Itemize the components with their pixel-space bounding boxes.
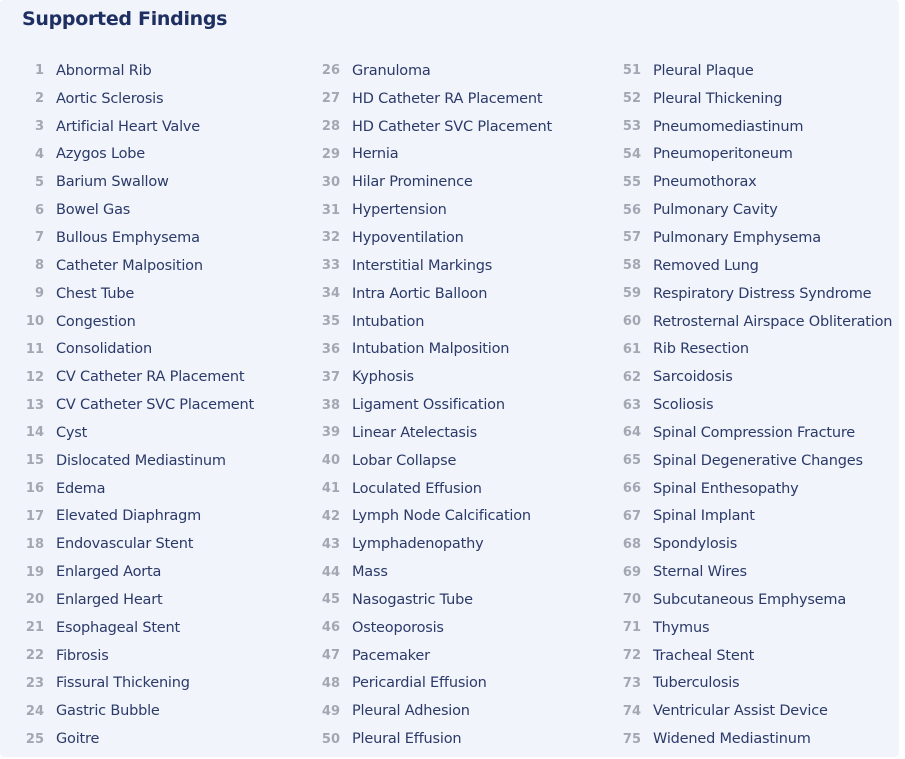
- finding-number: 22: [25, 648, 44, 664]
- finding-label: Subcutaneous Emphysema: [653, 591, 847, 608]
- finding-number: 34: [321, 286, 340, 302]
- finding-item: [318, 697, 552, 725]
- finding-number: 36: [321, 341, 340, 357]
- finding-item: [22, 586, 254, 614]
- finding-label: Azygos Lobe: [56, 146, 145, 163]
- finding-number: 21: [25, 620, 44, 636]
- finding-number: 70: [622, 592, 641, 608]
- finding-number: 19: [25, 564, 44, 580]
- finding-number: 12: [25, 369, 44, 385]
- finding-number: 75: [622, 731, 641, 747]
- finding-label: Bullous Emphysema: [56, 229, 200, 246]
- finding-label: Gastric Bubble: [56, 703, 160, 720]
- finding-number: 2: [34, 91, 44, 107]
- finding-label: Osteoporosis: [352, 619, 444, 636]
- finding-item: [619, 308, 892, 336]
- finding-number: 10: [25, 314, 44, 330]
- finding-number: 46: [321, 620, 340, 636]
- finding-label: Loculated Effusion: [352, 480, 482, 497]
- finding-number: 52: [622, 91, 641, 107]
- finding-item: [619, 57, 892, 85]
- finding-label: Aortic Sclerosis: [56, 90, 164, 107]
- finding-number: 44: [321, 564, 340, 580]
- finding-item: [619, 363, 892, 391]
- finding-item: [318, 670, 552, 698]
- finding-item: [22, 224, 254, 252]
- finding-label: Consolidation: [56, 341, 152, 358]
- finding-label: Hypoventilation: [352, 229, 464, 246]
- finding-item: [619, 419, 892, 447]
- finding-number: 32: [321, 230, 340, 246]
- finding-label: Pulmonary Emphysema: [653, 229, 821, 246]
- finding-label: Scoliosis: [653, 397, 714, 414]
- finding-number: 14: [25, 425, 44, 441]
- finding-item: [318, 252, 552, 280]
- finding-number: 37: [321, 369, 340, 385]
- finding-label: Retrosternal Airspace Obliteration: [653, 313, 893, 330]
- finding-number: 48: [321, 675, 340, 691]
- finding-number: 11: [25, 341, 44, 357]
- finding-item: [22, 614, 254, 642]
- finding-label: Enlarged Heart: [56, 591, 163, 608]
- finding-number: 69: [622, 564, 641, 580]
- finding-number: 4: [34, 146, 44, 162]
- finding-label: Abnormal Rib: [56, 62, 152, 79]
- finding-label: Fibrosis: [56, 647, 109, 664]
- finding-label: Lymphadenopathy: [352, 536, 484, 553]
- finding-number: 73: [622, 675, 641, 691]
- finding-number: 30: [321, 174, 340, 190]
- finding-item: [619, 196, 892, 224]
- finding-item: [318, 419, 552, 447]
- finding-item: [619, 335, 892, 363]
- finding-item: [619, 224, 892, 252]
- finding-item: [619, 614, 892, 642]
- finding-number: 51: [622, 63, 641, 79]
- finding-number: 35: [321, 314, 340, 330]
- finding-item: [22, 503, 254, 531]
- finding-item: [619, 475, 892, 503]
- findings-column-1: [22, 57, 254, 753]
- finding-label: Pneumothorax: [653, 174, 757, 191]
- finding-number: 41: [321, 481, 340, 497]
- finding-item: [22, 391, 254, 419]
- finding-label: Dislocated Mediastinum: [56, 452, 226, 469]
- finding-label: Fissural Thickening: [56, 675, 190, 692]
- finding-label: Rib Resection: [653, 341, 749, 358]
- finding-label: Spondylosis: [653, 536, 738, 553]
- finding-item: [619, 280, 892, 308]
- finding-item: [619, 85, 892, 113]
- finding-number: 31: [321, 202, 340, 218]
- finding-item: [318, 530, 552, 558]
- finding-item: [318, 196, 552, 224]
- finding-item: [22, 725, 254, 753]
- finding-item: [22, 113, 254, 141]
- finding-item: [619, 503, 892, 531]
- finding-label: Pneumoperitoneum: [653, 146, 793, 163]
- finding-number: 18: [25, 536, 44, 552]
- finding-label: Tuberculosis: [653, 675, 740, 692]
- finding-item: [318, 85, 552, 113]
- findings-column-3: [619, 57, 892, 753]
- finding-label: Lymph Node Calcification: [352, 508, 531, 525]
- finding-label: Elevated Diaphragm: [56, 508, 202, 525]
- finding-label: Artificial Heart Valve: [56, 118, 201, 135]
- finding-item: [22, 308, 254, 336]
- finding-label: Endovascular Stent: [56, 536, 194, 553]
- finding-item: [619, 586, 892, 614]
- finding-number: 15: [25, 453, 44, 469]
- finding-number: 66: [622, 481, 641, 497]
- finding-number: 53: [622, 119, 641, 135]
- finding-item: [318, 280, 552, 308]
- finding-item: [22, 280, 254, 308]
- finding-item: [619, 113, 892, 141]
- finding-number: 17: [25, 508, 44, 524]
- finding-item: [22, 670, 254, 698]
- finding-item: [22, 57, 254, 85]
- finding-label: Respiratory Distress Syndrome: [653, 285, 872, 302]
- finding-label: Pleural Thickening: [653, 90, 783, 107]
- finding-number: 74: [622, 703, 641, 719]
- finding-item: [318, 308, 552, 336]
- finding-label: Intra Aortic Balloon: [352, 285, 488, 302]
- finding-number: 49: [321, 703, 340, 719]
- finding-item: [619, 141, 892, 169]
- finding-item: [318, 335, 552, 363]
- finding-item: [619, 670, 892, 698]
- finding-number: 68: [622, 536, 641, 552]
- finding-label: Pleural Plaque: [653, 62, 754, 79]
- finding-label: Congestion: [56, 313, 136, 330]
- finding-label: Pneumomediastinum: [653, 118, 804, 135]
- finding-number: 9: [34, 286, 44, 302]
- finding-number: 50: [321, 731, 340, 747]
- finding-number: 55: [622, 174, 641, 190]
- finding-item: [22, 558, 254, 586]
- finding-label: Cyst: [56, 424, 88, 441]
- finding-item: [619, 697, 892, 725]
- finding-item: [619, 558, 892, 586]
- finding-number: 56: [622, 202, 641, 218]
- finding-label: Spinal Compression Fracture: [653, 424, 855, 441]
- finding-number: 39: [321, 425, 340, 441]
- finding-label: Edema: [56, 480, 106, 497]
- finding-number: 38: [321, 397, 340, 413]
- finding-number: 64: [622, 425, 641, 441]
- finding-number: 57: [622, 230, 641, 246]
- finding-item: [22, 475, 254, 503]
- finding-number: 58: [622, 258, 641, 274]
- finding-item: [318, 224, 552, 252]
- finding-number: 63: [622, 397, 641, 413]
- finding-number: 47: [321, 648, 340, 664]
- finding-label: Spinal Degenerative Changes: [653, 452, 863, 469]
- finding-number: 16: [25, 481, 44, 497]
- finding-label: Widened Mediastinum: [653, 731, 811, 748]
- finding-number: 45: [321, 592, 340, 608]
- finding-item: [22, 141, 254, 169]
- finding-number: 62: [622, 369, 641, 385]
- finding-label: CV Catheter SVC Placement: [56, 397, 254, 414]
- finding-item: [318, 642, 552, 670]
- finding-label: Sarcoidosis: [653, 369, 733, 386]
- finding-item: [318, 363, 552, 391]
- finding-number: 7: [34, 230, 44, 246]
- finding-number: 42: [321, 508, 340, 524]
- finding-number: 13: [25, 397, 44, 413]
- finding-number: 20: [25, 592, 44, 608]
- finding-label: Pleural Adhesion: [352, 703, 470, 720]
- finding-number: 26: [321, 63, 340, 79]
- finding-label: Intubation: [352, 313, 425, 330]
- finding-item: [619, 252, 892, 280]
- finding-number: 28: [321, 119, 340, 135]
- finding-item: [22, 697, 254, 725]
- finding-number: 72: [622, 648, 641, 664]
- finding-number: 59: [622, 286, 641, 302]
- finding-item: [22, 168, 254, 196]
- findings-column-2: [318, 57, 552, 753]
- finding-number: 67: [622, 508, 641, 524]
- finding-label: Hypertension: [352, 202, 447, 219]
- finding-label: Spinal Implant: [653, 508, 755, 525]
- section-title: Supported Findings: [22, 8, 228, 30]
- finding-item: [318, 57, 552, 85]
- finding-item: [22, 363, 254, 391]
- finding-label: HD Catheter RA Placement: [352, 90, 543, 107]
- finding-label: Mass: [352, 564, 388, 581]
- finding-item: [22, 335, 254, 363]
- finding-item: [22, 196, 254, 224]
- finding-label: Pericardial Effusion: [352, 675, 487, 692]
- finding-number: 33: [321, 258, 340, 274]
- finding-label: Intubation Malposition: [352, 341, 510, 358]
- finding-item: [22, 642, 254, 670]
- finding-label: Ligament Ossification: [352, 397, 505, 414]
- finding-number: 65: [622, 453, 641, 469]
- finding-label: Sternal Wires: [653, 564, 747, 581]
- finding-item: [318, 113, 552, 141]
- finding-label: Granuloma: [352, 62, 431, 79]
- finding-label: Nasogastric Tube: [352, 591, 473, 608]
- finding-label: Chest Tube: [56, 285, 135, 302]
- finding-label: Thymus: [653, 619, 710, 636]
- finding-item: [22, 252, 254, 280]
- finding-item: [22, 419, 254, 447]
- finding-label: Ventricular Assist Device: [653, 703, 828, 720]
- finding-label: Pulmonary Cavity: [653, 202, 778, 219]
- finding-item: [619, 447, 892, 475]
- finding-number: 25: [25, 731, 44, 747]
- finding-number: 8: [34, 258, 44, 274]
- finding-item: [318, 586, 552, 614]
- finding-label: Hilar Prominence: [352, 174, 473, 191]
- finding-number: 6: [34, 202, 44, 218]
- finding-label: Linear Atelectasis: [352, 424, 477, 441]
- finding-label: Interstitial Markings: [352, 257, 493, 274]
- finding-number: 71: [622, 620, 641, 636]
- finding-label: Hernia: [352, 146, 399, 163]
- finding-number: 27: [321, 91, 340, 107]
- finding-number: 24: [25, 703, 44, 719]
- finding-item: [619, 642, 892, 670]
- finding-label: HD Catheter SVC Placement: [352, 118, 552, 135]
- finding-label: Tracheal Stent: [653, 647, 755, 664]
- finding-item: [619, 725, 892, 753]
- finding-item: [318, 558, 552, 586]
- finding-item: [318, 475, 552, 503]
- finding-item: [318, 391, 552, 419]
- finding-label: Barium Swallow: [56, 174, 169, 191]
- finding-label: Esophageal Stent: [56, 619, 181, 636]
- finding-item: [318, 141, 552, 169]
- finding-item: [22, 447, 254, 475]
- finding-number: 40: [321, 453, 340, 469]
- finding-item: [619, 391, 892, 419]
- finding-number: 43: [321, 536, 340, 552]
- finding-number: 3: [34, 119, 44, 135]
- finding-item: [318, 614, 552, 642]
- finding-number: 23: [25, 675, 44, 691]
- finding-label: Lobar Collapse: [352, 452, 457, 469]
- finding-label: Pleural Effusion: [352, 731, 462, 748]
- finding-item: [318, 168, 552, 196]
- finding-label: Catheter Malposition: [56, 257, 203, 274]
- finding-label: Kyphosis: [352, 369, 414, 386]
- finding-label: Spinal Enthesopathy: [653, 480, 799, 497]
- finding-label: CV Catheter RA Placement: [56, 369, 245, 386]
- finding-item: [619, 168, 892, 196]
- finding-item: [318, 725, 552, 753]
- finding-number: 29: [321, 146, 340, 162]
- finding-item: [318, 447, 552, 475]
- finding-label: Removed Lung: [653, 257, 759, 274]
- finding-number: 54: [622, 146, 641, 162]
- finding-label: Pacemaker: [352, 647, 430, 664]
- finding-number: 5: [34, 174, 44, 190]
- finding-item: [318, 503, 552, 531]
- finding-item: [619, 530, 892, 558]
- finding-number: 60: [622, 314, 641, 330]
- finding-item: [22, 85, 254, 113]
- finding-item: [22, 530, 254, 558]
- finding-label: Bowel Gas: [56, 202, 131, 219]
- finding-number: 61: [622, 341, 641, 357]
- finding-number: 1: [34, 63, 44, 79]
- finding-label: Goitre: [56, 731, 100, 748]
- finding-label: Enlarged Aorta: [56, 564, 162, 581]
